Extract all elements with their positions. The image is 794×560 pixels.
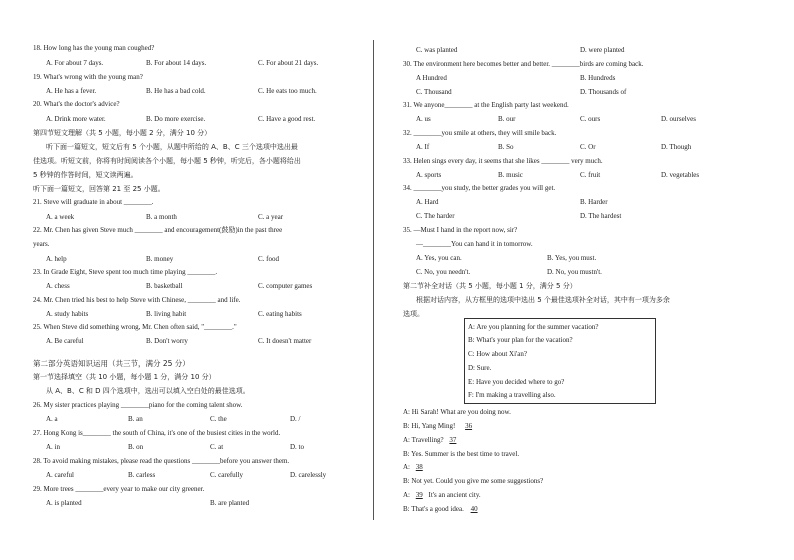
question-32: 32. ________you smile at others, they will smile back. <box>403 129 557 137</box>
option-30d: D. Thousands of <box>580 88 627 96</box>
option-box <box>464 318 656 404</box>
question-19: 19. What's wrong with the young man? <box>33 73 143 81</box>
question-28: 28. To avoid making mistakes, please read the questions ________before you answer them. <box>33 457 290 465</box>
question-29: 29. More trees ________every year to make our city greener. <box>33 485 205 493</box>
option-33a: A. sports <box>416 171 442 179</box>
option-28b: B. carless <box>128 471 156 479</box>
option-22a: A. help <box>46 255 67 263</box>
option-30a: A Hundred <box>416 74 447 82</box>
option-32c: C. Or <box>580 143 596 151</box>
question-20: 20. What's the doctor's advice? <box>33 100 120 108</box>
section-4-instruction: 佳选项。听短文前，你将有时间阅读各个小题，每小题 5 秒钟，听完后，各小题将给出 <box>33 157 301 165</box>
box-option-e: E: Have you decided where to go? <box>468 378 565 386</box>
option-32b: B. So <box>498 143 514 151</box>
option-29a: A. is planted <box>46 499 82 507</box>
box-option-d: D: Sure. <box>468 364 492 372</box>
option-28c: C. carefully <box>210 471 244 479</box>
question-22: 22. Mr. Chen has given Steve much ________ and encouragement(鼓励)in the past three <box>33 226 283 234</box>
option-24c: C. eating habits <box>258 310 302 318</box>
option-33c: C. fruit <box>580 171 601 179</box>
option-22b: B. money <box>146 255 174 263</box>
section-4-instruction: 听下面一篇短文，回答第 21 至 25 小题。 <box>33 185 165 193</box>
option-33d: D. vegetables <box>661 171 700 179</box>
option-23a: A. chess <box>46 282 70 290</box>
box-option-c: C: How about Xi'an? <box>468 350 528 358</box>
question-27: 27. Hong Kong is________ the south of China, it's one of the busiest cities in the world. <box>33 429 281 437</box>
dialog-line-8: B: That's a good idea. 40 <box>403 505 483 514</box>
dialog-line-1: A: Hi Sarah! What are you doing now. <box>403 408 511 416</box>
section-4-instruction: 听下面一篇短文，短文后有 5 个小题，从题中所给的 A、B、C 三个选项中选出最 <box>46 143 298 151</box>
blank-39: 39 <box>415 491 423 499</box>
option-33b: B. music <box>498 171 523 179</box>
box-option-b: B: What's your plan for the vacation? <box>468 336 573 344</box>
option-25c: C. It doesn't matter <box>258 337 312 345</box>
option-35a: A. Yes, you can. <box>416 254 462 262</box>
option-18c: C. For about 21 days. <box>258 59 319 67</box>
section-2-title: 第二节补全对话（共 5 小题，每小题 1 分，满分 5 分） <box>403 282 577 290</box>
dialog-line-3: A: Travelling? 37 <box>403 436 460 445</box>
section-2-instruction: 选项。 <box>403 310 424 318</box>
question-21: 21. Steve will graduate in about ________. <box>33 198 154 206</box>
option-27b: B. on <box>128 443 144 451</box>
section-2-instruction: 根据对话内容，从方框里的选项中选出 5 个最佳选项补全对话，其中有一项为多余 <box>416 296 670 304</box>
question-23: 23. In Grade Eight, Steve spent too much time playing ________. <box>33 268 218 276</box>
option-26b: B. an <box>128 415 143 423</box>
option-30c: C. Thousand <box>416 88 452 96</box>
option-29d: D. were planted <box>580 46 625 54</box>
option-31a: A. us <box>416 115 431 123</box>
option-25b: B. Don't worry <box>146 337 188 345</box>
option-26d: D. / <box>290 415 301 423</box>
dialog-line-7: A: 39 It's an ancient city. <box>403 491 481 499</box>
option-20a: A. Drink more water. <box>46 115 106 123</box>
option-27a: A. in <box>46 443 60 451</box>
option-19b: B. He has a bad cold. <box>146 87 206 95</box>
column-divider <box>373 40 374 520</box>
option-34c: C. The harder <box>416 212 455 220</box>
option-32a: A. If <box>416 143 430 151</box>
option-31d: D. ourselves <box>661 115 696 123</box>
question-22-cont: years. <box>33 240 50 248</box>
option-26c: C. the <box>210 415 227 423</box>
question-25: 25. When Steve did something wrong, Mr. Chen often said, "________." <box>33 323 237 331</box>
option-21b: B. a month <box>146 213 177 221</box>
question-30: 30. The environment here becomes better and better. ________birds are coming back. <box>403 60 644 68</box>
option-23c: C. computer games <box>258 282 313 290</box>
section-4-title: 第四节短文理解（共 5 小题，每小题 2 分，满分 10 分） <box>33 129 212 137</box>
dialog-line-2: B: Hi, Yang Ming! 36 <box>403 422 480 431</box>
blank-38: 38 <box>415 463 423 471</box>
blank-40: 40 <box>470 505 478 513</box>
question-31: 31. We anyone________ at the English party last weekend. <box>403 101 569 109</box>
option-21c: C. a year <box>258 213 284 221</box>
option-18a: A. For about 7 days. <box>46 59 104 67</box>
option-31c: C. ours <box>580 115 601 123</box>
dialog-line-4: B: Yes. Summer is the best time to travel. <box>403 450 520 458</box>
blank-37: 37 <box>449 436 457 444</box>
dialog-line-5: A: 38 <box>403 463 427 472</box>
option-31b: B. our <box>498 115 516 123</box>
option-35b: B. Yes, you must. <box>547 254 597 262</box>
question-18: 18. How long has the young man coughed? <box>33 44 155 52</box>
option-34a: A. Hard <box>416 198 439 206</box>
option-22c: C. food <box>258 255 279 263</box>
option-28a: A. careful <box>46 471 74 479</box>
section-1-instruction: 从 A、B、C 和 D 四个选项中，选出可以填入空白处的最佳选项。 <box>46 387 250 395</box>
question-35: 35. —Must I hand in the report now, sir? <box>403 226 518 234</box>
question-26: 26. My sister practices playing ________piano for the coming talent show. <box>33 401 243 409</box>
option-27d: D. to <box>290 443 304 451</box>
section-4-instruction: 5 秒钟的作答时间，短文读两遍。 <box>33 171 138 179</box>
option-20b: B. Do more exercise. <box>146 115 206 123</box>
option-35d: D. No, you mustn't. <box>547 268 602 276</box>
option-27c: C. at <box>210 443 224 451</box>
question-34: 34. ________you study, the better grades you will get. <box>403 184 556 192</box>
option-35c: C. No, you needn't. <box>416 268 471 276</box>
question-33: 33. Helen sings every day, it seems that she likes ________ very much. <box>403 157 603 165</box>
option-20c: C. Have a good rest. <box>258 115 316 123</box>
dialog-line-6: B: Not yet. Could you give me some suggestions? <box>403 477 544 485</box>
option-19a: A. He has a fever. <box>46 87 97 95</box>
blank-36: 36 <box>465 422 473 430</box>
option-24b: B. living habit <box>146 310 187 318</box>
option-23b: B. basketball <box>146 282 183 290</box>
part-2-title: 第二部分英语知识运用（共三节，满分 25 分） <box>33 359 190 368</box>
option-24a: A. study habits <box>46 310 89 318</box>
box-option-f: F: I'm making a travelling also. <box>468 391 556 399</box>
option-25a: A. Be careful <box>46 337 84 345</box>
question-35-reply: —________You can hand it in tomorrow. <box>416 240 533 248</box>
section-1-title: 第一节选择填空（共 10 小题，每小题 1 分，满分 10 分） <box>33 373 216 381</box>
option-34b: B. Harder <box>580 198 608 206</box>
option-29b: B. are planted <box>210 499 250 507</box>
option-26a: A. a <box>46 415 58 423</box>
option-29c: C. was planted <box>416 46 458 54</box>
option-19c: C. He eats too much. <box>258 87 317 95</box>
option-34d: D. The hardest <box>580 212 622 220</box>
option-18b: B. For about 14 days. <box>146 59 207 67</box>
option-28d: D. carelessly <box>290 471 327 479</box>
question-24: 24. Mr. Chen tried his best to help Steve with Chinese, ________ and life. <box>33 296 241 304</box>
option-30b: B. Hundreds <box>580 74 616 82</box>
option-21a: A. a week <box>46 213 75 221</box>
option-32d: D. Though <box>661 143 692 151</box>
box-option-a: A: Are you planning for the summer vacation? <box>468 323 599 331</box>
